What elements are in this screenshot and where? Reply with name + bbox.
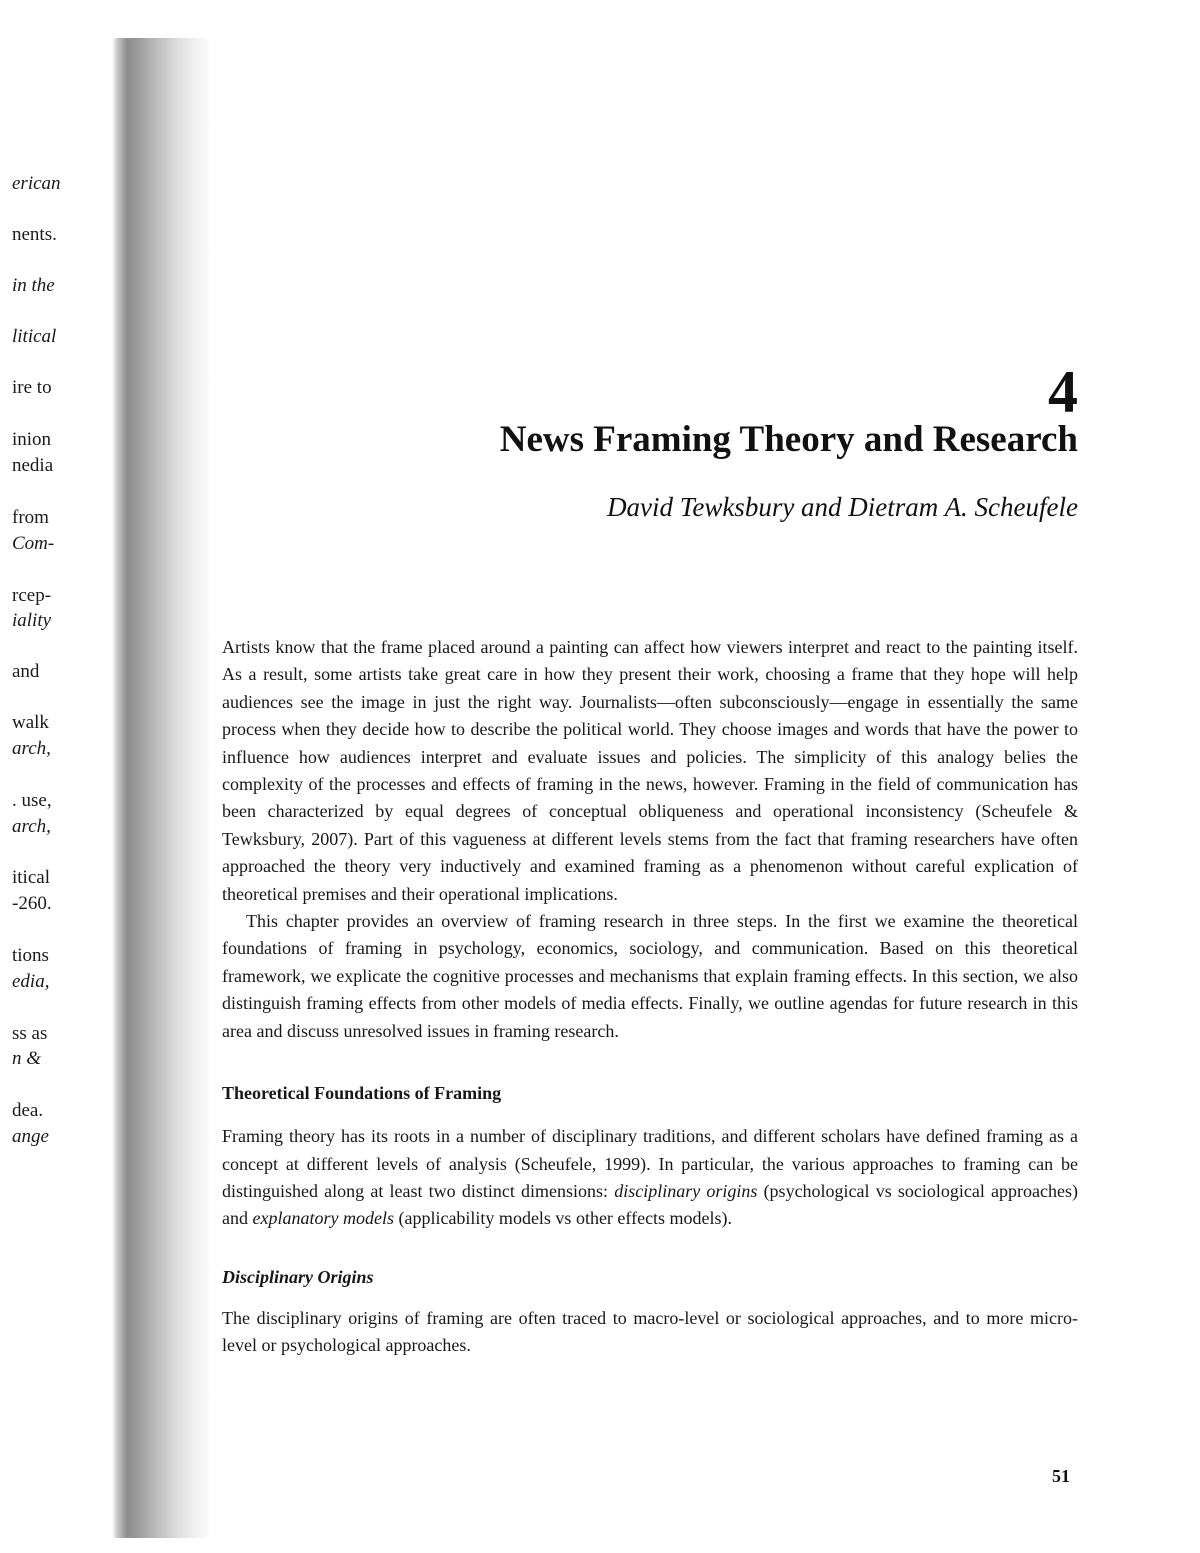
facing-page-fragment: edia,	[12, 971, 50, 992]
section-heading: Theoretical Foundations of Framing	[222, 1083, 502, 1104]
facing-page-fragment: Com-	[12, 533, 55, 554]
facing-page-fragment: itical	[12, 867, 50, 888]
facing-page-fragment: walk	[12, 712, 49, 733]
body-paragraph: The disciplinary origins of framing are often traced to macro-level or sociological approaches, and to more micro-level or psychological approaches.	[222, 1307, 1078, 1356]
facing-page-fragment: -260.	[12, 893, 52, 914]
facing-page-fragment: arch,	[12, 738, 51, 759]
facing-page-fragment: ire to	[12, 377, 52, 398]
facing-page-fragment: and	[12, 661, 40, 682]
facing-page-fragment: ss as	[12, 1023, 48, 1044]
facing-page-fragment: nents.	[12, 224, 57, 245]
facing-page-fragment: litical	[12, 326, 57, 347]
emphasized-term: disciplinary origins	[614, 1180, 758, 1201]
body-paragraph: This chapter provides an overview of framing research in three steps. In the first we examine the theoretical foundations of framing in psychology, economics, sociology, and communication. Based on this theoretical framework, we explicate the cognitive processes and mechanisms that explain framing effects. In this section, we also distinguish framing effects from other models of media effects. Finally, we outline agendas for future research in this area and discuss unresolved issues in framing research.	[222, 911, 1078, 1041]
facing-page-fragment: iality	[12, 610, 52, 631]
chapter-number: 4	[1048, 359, 1078, 425]
facing-page-fragment: . use,	[12, 790, 52, 811]
paragraph-text: (psychological vs sociological approaches) and	[222, 1180, 1078, 1229]
facing-page-fragment: erican	[12, 173, 61, 194]
facing-page-fragment: from	[12, 507, 49, 528]
facing-page-fragment: in the	[12, 275, 55, 296]
facing-page-fragment: arch,	[12, 816, 51, 837]
facing-page-margin	[0, 0, 112, 1553]
book-gutter-shadow	[112, 38, 212, 1538]
body-paragraph: Artists know that the frame placed around a painting can affect how viewers interpret and react to the painting itself. As a result, some artists take great care in how they present their work, choosing a frame that they hope will help audiences see the image in just the right way. Journalists—often subconsciously—engage in essentially the same process when they decide how to describe the political world. They choose images and words that have the power to influence how audiences interpret and evaluate issues and policies. The simplicity of this analogy belies the complexity of the processes and effects of framing in the news, however. Framing in the field of communication has been characterized by equal degrees of conceptual obliqueness and operational inconsistency (Scheufele & Tewksbury, 2007). Part of this vagueness at different levels stems from the fact that framing researchers have often approached the theory very inductively and examined framing as a phenomenon without careful explication of theoretical premises and their operational implications.	[222, 637, 1078, 904]
facing-page-fragment: nedia	[12, 455, 54, 476]
paragraph-text: Framing theory has its roots in a number of disciplinary traditions, and different scholars have defined framing as a concept at different levels of analysis (Scheufele, 1999). In particular, the various approaches to framing can be distinguished along at least two distinct dimensions:	[222, 1126, 1078, 1201]
facing-page-fragment: tions	[12, 945, 49, 966]
body-paragraph	[222, 1123, 1078, 1233]
chapter-title: News Framing Theory and Research	[499, 419, 1078, 460]
paragraph-text: (applicability models vs other effects models).	[393, 1208, 733, 1229]
page-number: 51	[1052, 1466, 1070, 1486]
emphasized-term: explanatory models	[252, 1208, 394, 1229]
facing-page-fragment: ange	[12, 1126, 49, 1147]
chapter-authors: David Tewksbury and Dietram A. Scheufele	[607, 492, 1078, 522]
facing-page-fragment: dea.	[12, 1100, 44, 1121]
subsection-heading: Disciplinary Origins	[222, 1266, 374, 1287]
facing-page-fragment: inion	[12, 429, 52, 450]
facing-page-fragment: n &	[12, 1048, 42, 1069]
facing-page-fragment: rcep-	[12, 585, 52, 606]
chapter-body	[222, 634, 1078, 1360]
